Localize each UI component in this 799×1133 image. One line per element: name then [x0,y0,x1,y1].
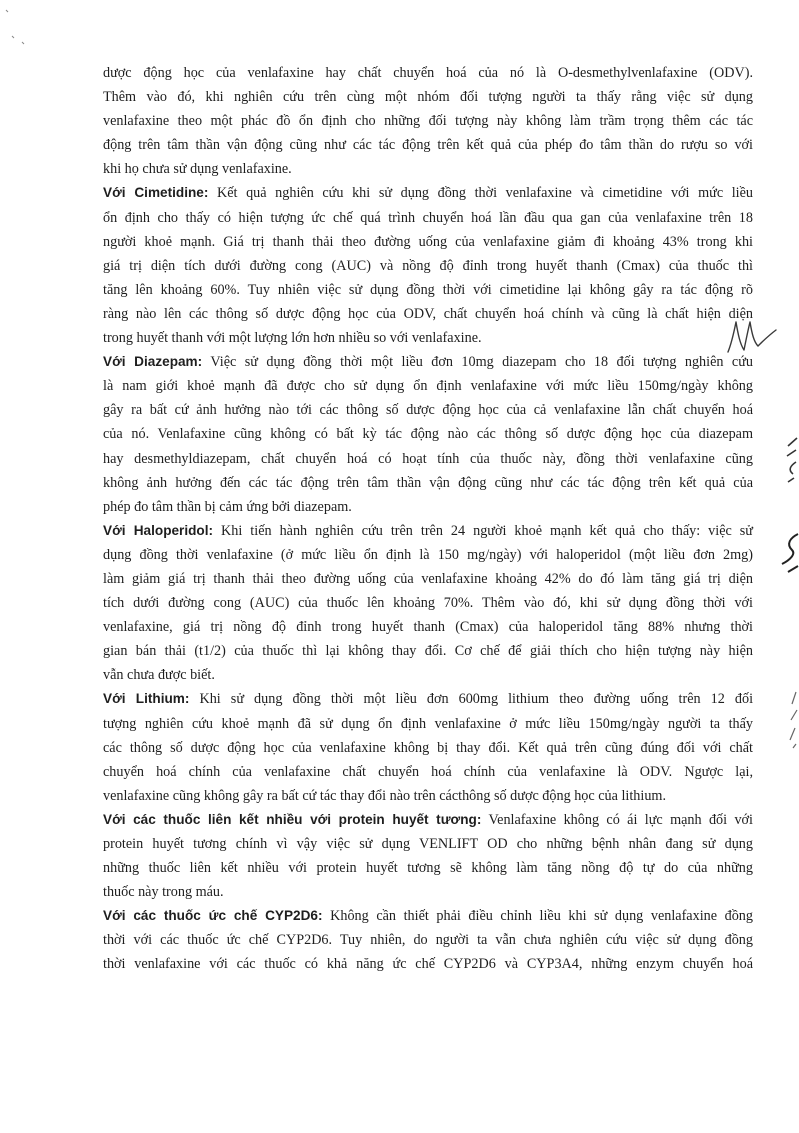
text-line: ổn định cho thấy có hiện tượng ức chế quá trình chuyển hoá lần đầu qua gan của venlafaxine trên 18 [103,209,753,226]
text-line: là nam giới khoẻ mạnh đã được cho sử dụng ổn định venlafaxine với mức liều 150mg/ngày không [103,378,753,395]
scan-artifact [786,690,799,750]
paragraph-intro [103,61,753,181]
text-line: gây ra bất cứ ảnh hưởng nào tới các thông số dược động học của cả venlafaxine lẫn chất chuyển hoá [103,402,753,419]
text-line: protein huyết tương chính vì vậy việc sử dụng VENLIFT OD cho những bệnh nhân đang sử dụng [103,836,753,852]
text-line: ràng nào lên các thông số dược động học của ODV, chất chuyển hoá chính và cũng là chất hiện diện [103,305,753,322]
paragraph-cyp2d6 [103,904,753,976]
section-heading: Với Cimetidine: [103,185,209,201]
text-line: Với các thuốc liên kết nhiều với protein huyết tương: Venlafaxine không có ái lực mạnh đối với [103,811,753,828]
text-line: các thông số dược động học của venlafaxine không bị thay đổi. Kết quả trên cũng đúng đối với chất [103,739,753,756]
text-line: hay desmethyldiazepam, chất chuyển hoá có hoạt tính của thuốc này, đồng thời venlafaxine cũng [103,450,753,467]
section-heading: Với các thuốc ức chế CYP2D6: [103,908,323,924]
text-line: chuyển hoá chính của venlafaxine chất chuyển hoá chính của venlafaxine là ODV. Ngược lại, [103,763,753,780]
text-line: vẫn chưa được biết. [103,667,215,684]
text-line: Với Haloperidol: Khi tiến hành nghiên cứu trên trên 24 người khoẻ mạnh kết quả cho thấy: việc sử [103,522,753,539]
text-line: không ảnh hưởng đến các tác động trên tâm thần vận động cũng như các tác động trên kết quả của [103,474,753,491]
text-line: dụng đồng thời venlafaxine (ở mức liều ổn định là 150 mg/ngày) với haloperidol (một liều đơn 2mg) [103,546,753,563]
text-line: trong huyết thanh với một lượng lớn hơn nhiều so với venlafaxine. [103,330,482,347]
text-line: thuốc này trong máu. [103,884,224,901]
text-line: người khoẻ mạnh. Giá trị thanh thải theo đường uống của venlafaxine giảm đi khoảng 43% trong khi [103,233,753,250]
text-line: Với các thuốc ức chế CYP2D6: Không cần thiết phải điều chỉnh liều khi sử dụng venlafaxine đồng [103,908,753,925]
text-line: Với Cimetidine: Kết quả nghiên cứu khi sử dụng đồng thời venlafaxine và cimetidine với mức liều [103,185,753,202]
text-line: Với Lithium: Khi sử dụng đồng thời một liều đơn 600mg lithium theo đường uống trên 12 đối [103,691,754,708]
text-line: những thuốc liên kết nhiều với protein huyết tương sẽ không làm tăng nồng độ tự do của những [103,860,753,877]
text-line: động trên tâm thần vận động cũng như các tác động trên kết quả của phép đo tâm thần do rượu so với [103,137,753,154]
paragraph-diazepam [103,350,753,519]
signature-mark [724,316,780,356]
text-line: tượng nghiên cứu khoẻ mạnh đã sử dụng ổn định venlafaxine ở mức liều 150mg/ngày người ta thấy [103,715,753,732]
text-line: làm giảm giá trị thanh thải theo đường uống của venlafaxine khoảng 42% do đó làm tăng giá trị diện [103,570,753,587]
text-line: dược động học của venlafaxine hay chất chuyển hoá của nó là O-desmethylvenlafaxine (ODV). [103,65,753,81]
text-line: Với Diazepam: Việc sử dụng đồng thời một liều đơn 10mg diazepam cho 18 đối tượng nghiên cứu [103,354,753,371]
scan-artifact [2,6,32,46]
section-heading: Với Diazepam: [103,354,203,370]
text-line: phép đo tâm thần bị cảm ứng bởi diazepam. [103,498,352,515]
text-line: khi họ chưa sử dụng venlafaxine. [103,161,292,178]
text-line: tích dưới đường cong (AUC) của thuốc lên khoảng 70%. Thêm vào đó, khi sử dụng đồng thời với [103,595,753,612]
section-heading: Với Haloperidol: [103,522,214,538]
text-line: thời với các thuốc ức chế CYP2D6. Tuy nhiên, do người ta vẫn chưa nghiên cứu việc sử dụng đồng [103,932,753,949]
section-heading: Với các thuốc liên kết nhiều với protein huyết tương: [103,811,482,827]
paragraph-cimetidine [103,181,753,350]
text-line: venlafaxine, giá trị nồng độ đỉnh trong huyết thanh (Cmax) của haloperidol tăng 88% nhưng thời [103,619,753,636]
scan-artifact [780,530,799,574]
text-line: của nó. Venlafaxine cũng không có bất kỳ tác động nào các thông số dược động học của diazepam [103,426,753,443]
section-heading: Với Lithium: [103,691,190,707]
text-line: venlafaxine theo một phác đồ ổn định cho những đối tượng này không làm trầm trọng thêm các tác [103,113,753,130]
paragraph-protein-binding [103,808,753,904]
scan-artifact [784,436,799,484]
text-line: Thêm vào đó, khi nghiên cứu trên cùng một nhóm đối tượng người ta thấy rằng việc sử dụng [103,89,753,106]
text-line: giá trị diện tích dưới đường cong (AUC) và nồng độ đỉnh trong huyết thanh (Cmax) của thuốc thì [103,257,753,274]
text-line: tăng lên khoảng 60%. Tuy nhiên việc sử dụng đồng thời với cimetidine lại không gây ra tác động rõ [103,281,753,298]
document-body [103,61,753,977]
text-line: venlafaxine cũng không gây ra bất cứ tác thay đổi nào trên cácthông số dược động học của lithium. [103,787,667,804]
paragraph-lithium [103,687,753,807]
paragraph-haloperidol [103,519,753,688]
text-line: gian bán thải (t1/2) của thuốc thì lại không thay đổi. Cơ chế để giải thích cho hiện tượng này hiện [103,643,753,660]
text-line: thời venlafaxine với các thuốc có khả năng ức chế CYP2D6 và CYP3A4, những enzym chuyển hoá [103,956,753,973]
